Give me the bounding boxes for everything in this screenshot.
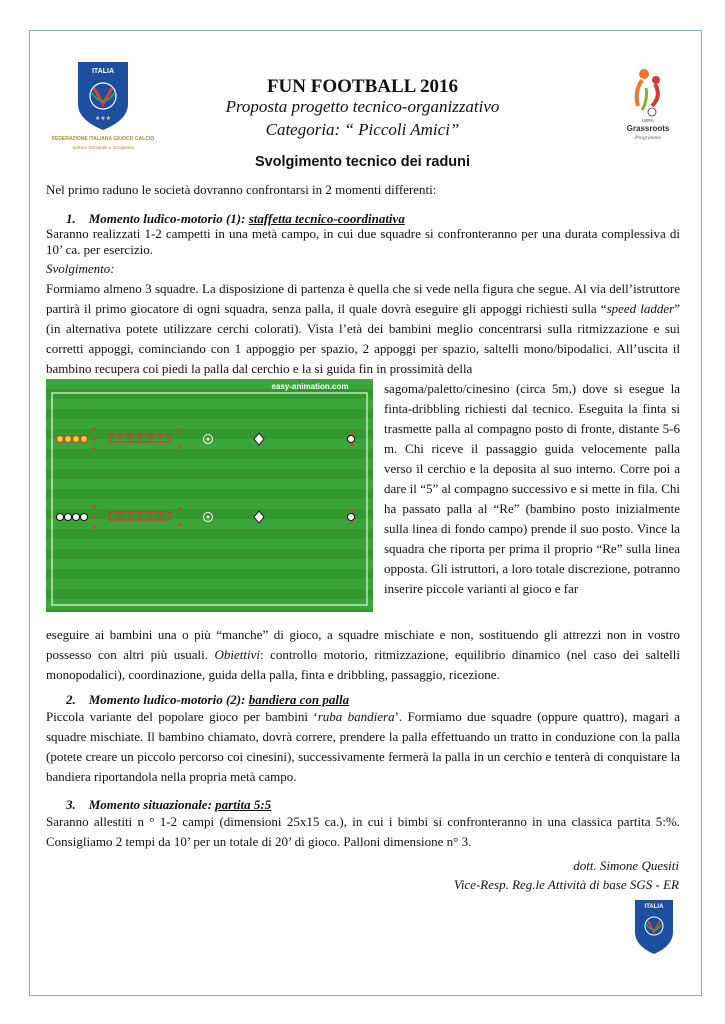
section1-number: 1. [66, 211, 76, 226]
obiettivi-text: : controllo motorio, ritmizzazione, equilibrio dinamico (nel caso dei saltelli monopodalici), coordinazione, guida della palla, finta e dribbling, passaggio, ricezione. [46, 647, 680, 682]
section1-body [46, 279, 680, 379]
section2-body [46, 707, 680, 787]
section1-body-after [46, 625, 680, 685]
logo-bottom-text: ITALIA [644, 904, 664, 910]
section1-body-after-text: eseguire ai bambini una o più “manche” di gioco, a squadre mischiate e non, sostituendo gli attrezzi non in vostro possesso con altri più usuali. [46, 627, 680, 662]
section1-body-part1: Formiamo almeno 3 squadre. La disposizione di partenza è quella che si vede nella figura che segue. Al via dell’istruttore partirà il primo giocatore di ogni squadra, senza palla, il quale dovrà eseguire gli appoggi richiesti sulla “ [46, 281, 680, 316]
exercise-diagram [46, 379, 373, 612]
svolgimento-label: Svolgimento: [46, 261, 115, 276]
section2-text-a: Piccola variante del popolare gioco per bambini ‘ [46, 709, 318, 724]
logo-right-caption-2: Grassroots [626, 124, 670, 133]
logo-left-top-text: ITALIA [91, 68, 115, 75]
figc-logo-small [633, 898, 675, 956]
section3-heading-text: Momento situazionale: [88, 797, 216, 812]
obiettivi-label: Obiettivi [214, 647, 260, 662]
section-title: Svolgimento tecnico dei raduni [254, 154, 471, 170]
logo-left-caption-1: FEDERAZIONE ITALIANA GIUOCO CALCIO [51, 136, 155, 142]
section1-heading-text: Momento ludico-motorio (1): [88, 211, 249, 226]
logo-right-caption-1: UEFA [642, 118, 654, 123]
document-subtitle: Proposta progetto tecnico-organizzativo [225, 97, 500, 116]
signature-role: Vice-Resp. Reg.le Attività di base SGS - ER [453, 877, 679, 892]
ruba-bandiera-term: ruba bandiera [317, 709, 395, 724]
logo-left-caption-2: Settore Giovanile e Scolastico [72, 145, 134, 150]
section3-body: Saranno allestiti n ° 1-2 campi (dimensioni 25x15 ca.), in cui i bimbi si confronteranno in una classica partita 5:%. Consigliamo 2 tempi da 10’ per un totale di 20’ di gioco. Palloni dimensione n° 3. [46, 814, 680, 849]
svg-text:★★★: ★★★ [94, 116, 112, 122]
uefa-grassroots-logo [622, 66, 674, 144]
section1-heading-underlined: staffetta tecnico-coordinativa [248, 211, 405, 226]
section2-number: 2. [66, 692, 76, 707]
figc-logo [44, 58, 162, 160]
section3-number: 3. [66, 797, 76, 812]
document-category: Categoria: “ Piccoli Amici” [265, 120, 460, 139]
section2-heading-text: Momento ludico-motorio (2): [88, 692, 249, 707]
section1-body-part2: ” (in alternativa potete utilizzare cerchi colorati). Vista l’età dei bambini meglio concentrarsi sulla ritmizzazione e sui corretti appoggi, cominciando con 1 appoggio per spazio, 2 appoggi per spazio, saltelli mono/bipodalici. All’uscita il bambino recupera coi piedi la palla dal cerchio e la si guida fin in prossimità della [46, 301, 680, 376]
signature-name: dott. Simone Quesiti [573, 858, 679, 873]
section2-heading-underlined: bandiera con palla [248, 692, 350, 707]
section1-description: Saranno realizzati 1-2 campetti in una metà campo, in cui due squadre si confronteranno per una durata complessiva di 10’ ca. per esercizio. [46, 226, 680, 257]
section1-body-wrapped: sagoma/paletto/cinesino (circa 5m,) dove si esegue la finta-dribbling richiesti dal tecnico. Eseguita la finta si trasmette palla al compagno posto di fronte, distante 5-6 m. Chi riceve il passaggio guida velocemente palla verso il cerchio e la deposita al suo interno. Corre poi a dare il “5” al compagno successivo e si mette in fila. Chi ha passato palla al “Re” (bambino posto inizialmente sulla linea di fondo campo) prende il suo posto. Vince la squadra che riporta per prima il proprio “Re” sulla linea opposta. Gli istruttori, a loro totale discrezione, potranno inserire piccole varianti al gioco e far [384, 381, 680, 596]
diagram-watermark: easy-animation.com [271, 382, 349, 391]
section3-heading-underlined: partita 5:5 [215, 797, 272, 812]
logo-right-caption-3: Programme [634, 135, 662, 141]
section2-text-b: ’. Formiamo due squadre (oppure quattro), magari a squadre mischiate. Il bambino chiamato, dovrà correre, prendere la palla effettuando un tratto in conduzione con la palla (potete creare un piccolo percorso coi cinesini), successivamente fermerà la palla in un cerchio e tenterà di conquistare la bandiera riportandola nella propria metà campo. [46, 709, 681, 784]
speed-ladder-term: speed ladder [606, 301, 675, 316]
intro-paragraph: Nel primo raduno le società dovranno confrontarsi in 2 momenti differenti: [46, 182, 437, 197]
document-title: FUN FOOTBALL 2016 [266, 76, 459, 97]
